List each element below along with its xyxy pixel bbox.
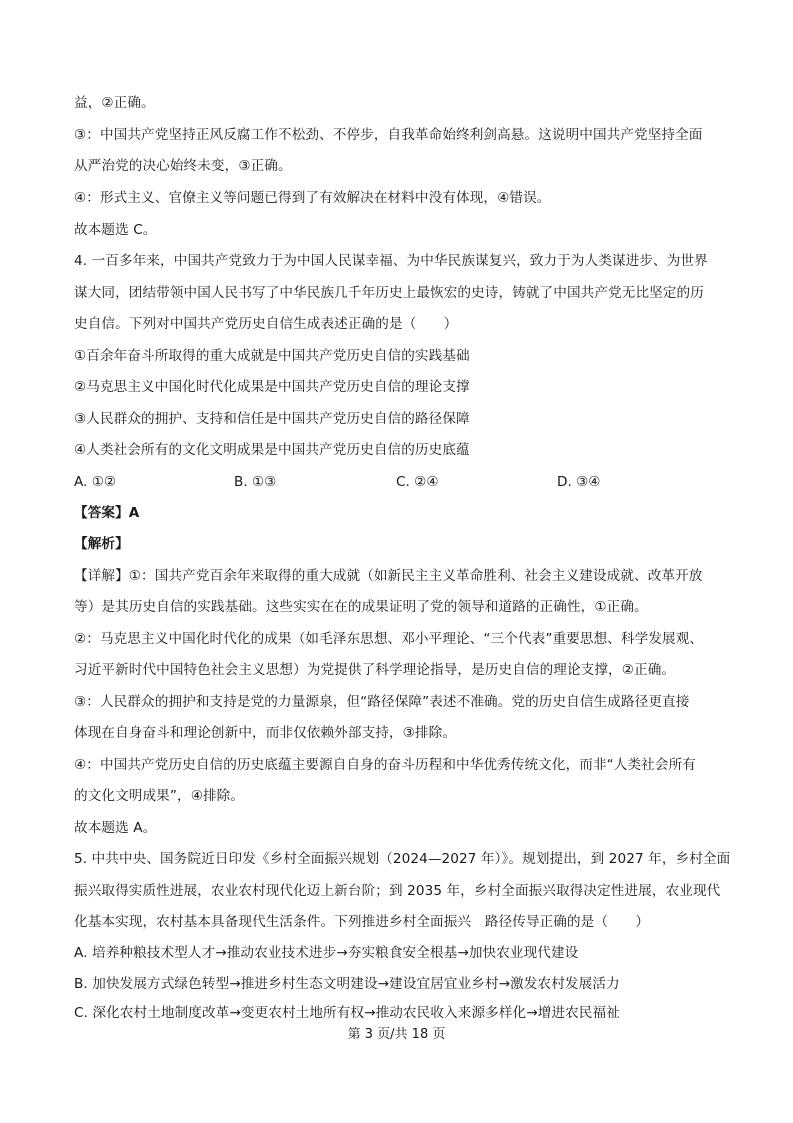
question-5-stem: 化基本实现，农村基本具备现代生活条件。下列推进乡村全面振兴 路径传导正确的是（ ） (74, 914, 650, 930)
option-d: D. ③④ (557, 474, 601, 490)
detail-line: 【详解】①：国共产党百余年来取得的重大成就（如新民主主义革命胜利、社会主义建设成就、改革开放 (74, 568, 703, 584)
page-number: 第 3 页/共 18 页 (347, 1027, 446, 1042)
question-5-stem: 5. 中共中央、国务院近日印发《乡村全面振兴规划（2024—2027 年）》。规划提出，到 2027 年，乡村全面 (74, 851, 731, 867)
option-b: B. ①③ (234, 474, 277, 490)
question-4-stem: 谋大同，团结带领中国人民书写了中华民族几千年历史上最恢宏的史诗，铸就了中国共产党无比坚定的历 (74, 285, 704, 301)
q5-option-c: C. 深化农村土地制度改革→变更农村土地所有权→推动农民收入来源多样化→增进农民福祉 (74, 1005, 620, 1021)
option-a: A. ①② (74, 474, 117, 490)
detail-line: ④：中国共产党历史自信的历史底蕴主要源自自身的奋斗历程和中华优秀传统文化，而非“人类社会所有 (74, 757, 696, 773)
statement-1: ①百余年奋斗所取得的重大成就是中国共产党历史自信的实践基础 (74, 348, 470, 364)
detail-line: ③：人民群众的拥护和支持是党的力量源泉，但“路径保障”表述不准确。党的历史自信生成路径更直接 (74, 694, 690, 710)
statement-2: ②马克思主义中国化时代化成果是中国共产党历史自信的理论支撑 (74, 379, 470, 395)
detail-line: 的文化文明成果”，④排除。 (74, 788, 245, 804)
answer-label: 【答案】A (74, 505, 140, 521)
detail-line: ②：马克思主义中国化时代化的成果（如毛泽东思想、邓小平理论、“三个代表”重要思想、科学发展观、 (74, 631, 704, 647)
text-line: 益，②正确。 (74, 95, 155, 111)
option-c: C. ②④ (396, 474, 439, 490)
detail-line: 体现在自身奋斗和理论创新中，而非仅依赖外部支持，③排除。 (74, 725, 457, 741)
question-4-stem: 史自信。下列对中国共产党历史自信生成表述正确的是（ ） (74, 316, 458, 332)
question-4-stem: 4. 一百多年来，中国共产党致力于为中国人民谋幸福、为中华民族谋复兴，致力于为人类谋进步、为世界 (74, 253, 708, 269)
text-line: 故本题选 C。 (74, 222, 157, 238)
analysis-label: 【解析】 (74, 536, 129, 552)
detail-line: 故本题选 A。 (74, 820, 157, 836)
text-line: ④：形式主义、官僚主义等问题已得到了有效解决在材料中没有体现，④错误。 (74, 190, 551, 206)
detail-line: 等）是其历史自信的实践基础。这些实实在在的成果证明了党的领导和道路的正确性，①正确。 (74, 599, 648, 615)
detail-line: 习近平新时代中国特色社会主义思想）为党提供了科学理论指导，是历史自信的理论支撑，②正确。 (74, 662, 676, 678)
statement-3: ③人民群众的拥护、支持和信任是中国共产党历史自信的路径保障 (74, 411, 470, 427)
q5-option-b: B. 加快发展方式绿色转型→推进乡村生态文明建设→建设宜居宜业乡村→激发农村发展活力 (74, 976, 620, 992)
question-5-stem: 振兴取得实质性进展，农业农村现代化迈上新台阶；到 2035 年，乡村全面振兴取得决定性进展，农业现代 (74, 883, 721, 899)
text-line: 从严治党的决心始终未变，③正确。 (74, 158, 292, 174)
statement-4: ④人类社会所有的文化文明成果是中国共产党历史自信的历史底蕴 (74, 442, 470, 458)
text-line: ③：中国共产党坚持正风反腐工作不松劲、不停步，自我革命始终利剑高悬。这说明中国共产党坚持全面 (74, 127, 703, 143)
q5-option-a: A. 培养种粮技术型人才→推动农业技术进步→夯实粮食安全根基→加快农业现代建设 (74, 945, 579, 961)
